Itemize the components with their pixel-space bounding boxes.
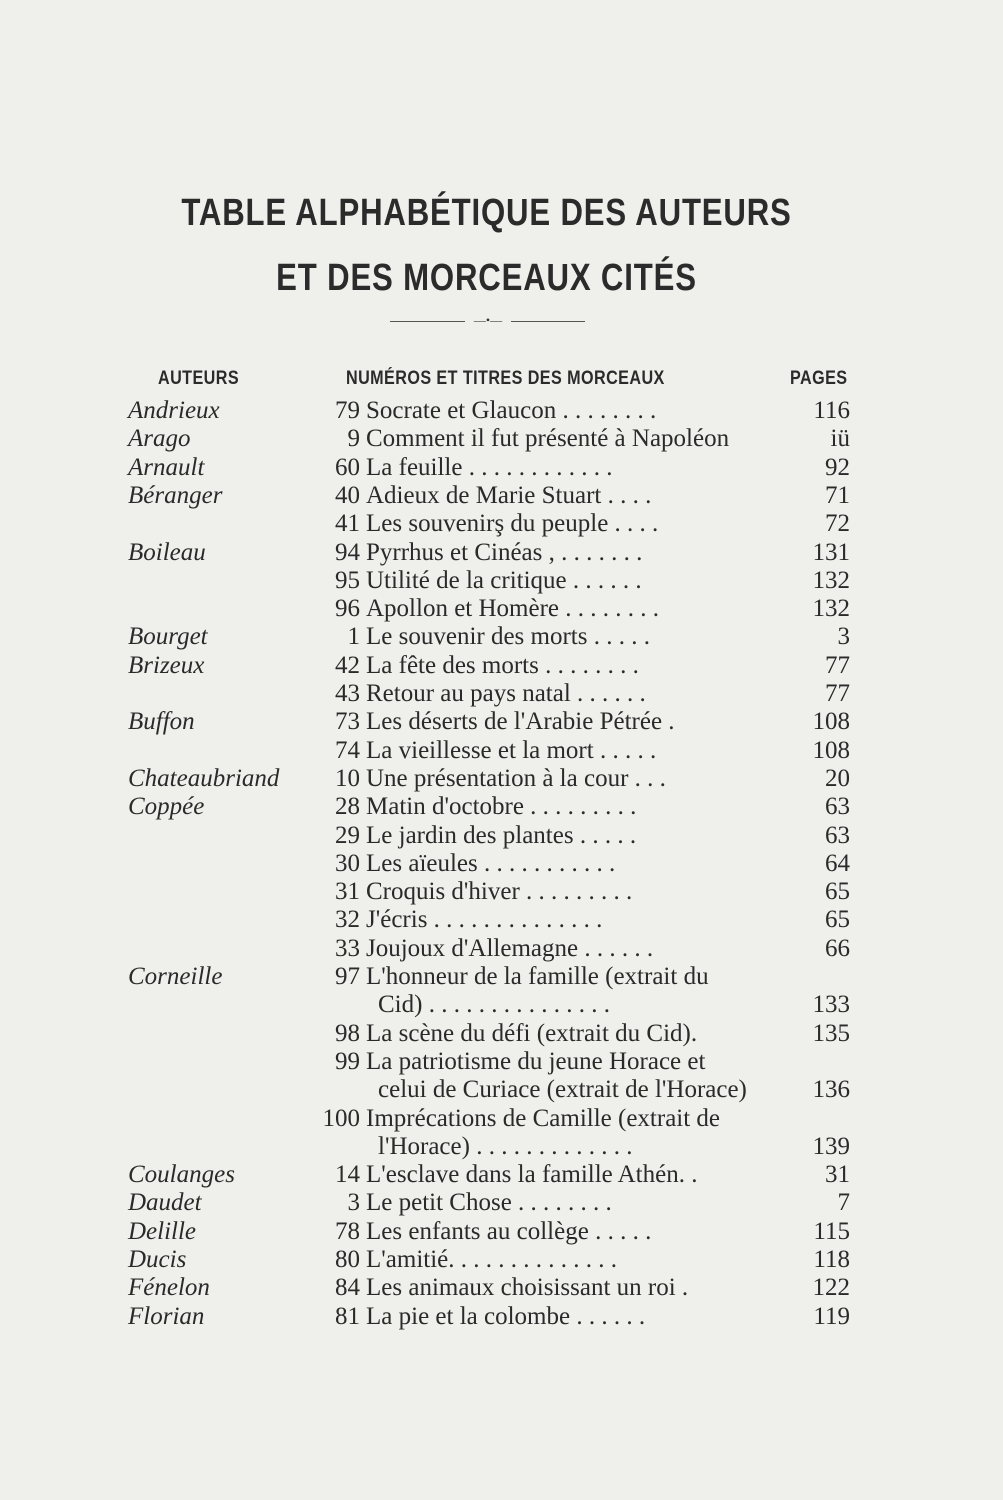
- column-header-pages: PAGES: [790, 368, 848, 389]
- piece-number: 74: [335, 736, 360, 764]
- column-header-titles: NUMÉROS ET TITRES DES MORCEAUX: [346, 368, 665, 389]
- piece-title: L'esclave dans la famille Athén. .: [366, 1161, 698, 1189]
- table-row: [0, 1161, 1003, 1189]
- page-number: 108: [812, 708, 850, 736]
- table-row: [0, 595, 1003, 623]
- table-row: [0, 680, 1003, 708]
- piece-title: Comment il fut présenté à Napoléon: [366, 425, 730, 453]
- piece-title: La fête des morts . . . . . . . .: [366, 651, 639, 679]
- page-number: 118: [813, 1246, 850, 1273]
- piece-number: 10: [335, 764, 360, 792]
- piece-title: Retour au pays natal . . . . . .: [366, 680, 646, 707]
- piece-title: Cid) . . . . . . . . . . . . . . .: [378, 991, 610, 1019]
- piece-title: L'honneur de la famille (extrait du: [366, 963, 709, 990]
- author-name: Fénelon: [128, 1274, 210, 1302]
- table-row: [0, 1189, 1003, 1217]
- table-row: [0, 623, 1003, 651]
- table-row: [0, 822, 1003, 850]
- table-row: [0, 1218, 1003, 1246]
- table-row: [0, 793, 1003, 821]
- table-row: [0, 425, 1003, 453]
- piece-title: La pie et la colombe . . . . . .: [366, 1302, 646, 1330]
- table-row: [0, 539, 1003, 567]
- table-row: [0, 1076, 1003, 1104]
- table-row: [0, 1246, 1003, 1274]
- table-row: [0, 935, 1003, 963]
- page-number: 132: [812, 566, 850, 594]
- author-name: Florian: [128, 1302, 205, 1330]
- table-row: [0, 906, 1003, 934]
- page-number: 72: [825, 510, 850, 538]
- piece-title: J'écris . . . . . . . . . . . . . .: [366, 906, 603, 934]
- author-name: Corneille: [128, 963, 223, 990]
- piece-number: 99: [335, 1047, 360, 1075]
- author-name: Coulanges: [128, 1161, 235, 1189]
- piece-number: 84: [335, 1274, 360, 1302]
- author-name: Arago: [128, 425, 191, 453]
- piece-number: 1: [347, 623, 360, 651]
- page-number: 133: [812, 991, 850, 1019]
- piece-number: 42: [335, 651, 360, 679]
- table-row: [0, 1133, 1003, 1161]
- piece-number: 14: [335, 1161, 360, 1189]
- piece-number: 98: [335, 1019, 360, 1047]
- page-number: 119: [813, 1302, 850, 1330]
- piece-title: Le souvenir des morts . . . . .: [366, 623, 650, 651]
- table-row: [0, 708, 1003, 736]
- author-name: Andrieux: [128, 397, 220, 424]
- piece-number: 60: [335, 453, 360, 481]
- piece-title: l'Horace) . . . . . . . . . . . . .: [378, 1132, 633, 1160]
- piece-title: Les aïeules . . . . . . . . . . .: [366, 849, 616, 877]
- piece-title: L'amitié. . . . . . . . . . . . . .: [366, 1246, 618, 1273]
- author-name: Arnault: [128, 453, 205, 481]
- page-number: 131: [812, 538, 850, 566]
- table-row: [0, 652, 1003, 680]
- page-title-line-2: ET DES MORCEAUX CITÉS: [276, 257, 697, 299]
- page-number: 66: [825, 934, 850, 962]
- piece-number: 9: [347, 425, 360, 453]
- page-number: 63: [825, 793, 850, 821]
- piece-number: 29: [335, 821, 360, 849]
- piece-title: Une présentation à la cour . . .: [366, 764, 666, 792]
- table-row: [0, 510, 1003, 538]
- piece-title: Le petit Chose . . . . . . . .: [366, 1189, 612, 1217]
- author-name: Boileau: [128, 538, 206, 566]
- piece-title: Les enfants au collège . . . . .: [366, 1217, 652, 1245]
- table-row: [0, 567, 1003, 595]
- table-row: [0, 963, 1003, 991]
- table-row: [0, 454, 1003, 482]
- piece-number: 33: [335, 934, 360, 962]
- page-number: 108: [812, 736, 850, 764]
- piece-title: Pyrrhus et Cinéas , . . . . . . .: [366, 538, 643, 566]
- author-name: Béranger: [128, 481, 223, 509]
- page-number: 115: [813, 1217, 850, 1245]
- table-row: [0, 991, 1003, 1019]
- piece-title: La patriotisme du jeune Horace et: [366, 1047, 706, 1075]
- table-row: [0, 737, 1003, 765]
- piece-title: Les souvenirş du peuple . . . .: [366, 510, 659, 538]
- page-number: 139: [812, 1132, 850, 1160]
- table-row: [0, 1274, 1003, 1302]
- piece-number: 31: [335, 878, 360, 906]
- piece-title: Joujoux d'Allemagne . . . . . .: [366, 934, 654, 962]
- piece-title: Croquis d'hiver . . . . . . . . .: [366, 878, 633, 906]
- piece-title: Apollon et Homère . . . . . . . .: [366, 595, 660, 623]
- page-number: 63: [825, 821, 850, 849]
- piece-title: Le jardin des plantes . . . . .: [366, 821, 637, 849]
- author-name: Buffon: [128, 708, 195, 736]
- table-row: [0, 850, 1003, 878]
- divider-ornament: —•—: [465, 314, 511, 326]
- piece-number: 73: [335, 708, 360, 736]
- piece-number: 41: [335, 510, 360, 538]
- page-number: iü: [830, 425, 850, 453]
- author-name: Coppée: [128, 793, 205, 821]
- page-number: 31: [825, 1161, 850, 1189]
- page-number: 64: [825, 849, 850, 877]
- piece-number: 95: [335, 566, 360, 594]
- page-number: 3: [837, 623, 850, 651]
- page-number: 77: [825, 680, 850, 707]
- piece-number: 78: [335, 1217, 360, 1245]
- author-name: Brizeux: [128, 651, 205, 679]
- author-name: Daudet: [128, 1189, 202, 1217]
- piece-title: Adieux de Marie Stuart . . . .: [366, 481, 652, 509]
- page-number: 135: [812, 1019, 850, 1047]
- table-row: [0, 482, 1003, 510]
- piece-number: 80: [335, 1246, 360, 1273]
- author-name: Bourget: [128, 623, 208, 651]
- table-row: [0, 1020, 1003, 1048]
- piece-title: Imprécations de Camille (extrait de: [366, 1104, 721, 1132]
- piece-number: 100: [322, 1104, 360, 1132]
- table-row: [0, 397, 1003, 425]
- piece-number: 30: [335, 849, 360, 877]
- page-number: 65: [825, 878, 850, 906]
- piece-number: 32: [335, 906, 360, 934]
- page-number: 92: [825, 453, 850, 481]
- piece-title: Les déserts de l'Arabie Pétrée .: [366, 708, 675, 736]
- piece-number: 28: [335, 793, 360, 821]
- piece-title: La scène du défi (extrait du Cid).: [366, 1019, 698, 1047]
- page-number: 132: [812, 595, 850, 623]
- piece-number: 81: [335, 1302, 360, 1330]
- author-name: Delille: [128, 1217, 197, 1245]
- table-row: [0, 765, 1003, 793]
- page-number: 71: [825, 481, 850, 509]
- piece-number: 96: [335, 595, 360, 623]
- piece-number: 79: [335, 397, 360, 424]
- piece-title: La feuille . . . . . . . . . . . .: [366, 453, 613, 481]
- table-row: [0, 1105, 1003, 1133]
- piece-number: 94: [335, 538, 360, 566]
- page-number: 20: [825, 764, 850, 792]
- piece-title: Matin d'octobre . . . . . . . . .: [366, 793, 637, 821]
- page-number: 7: [837, 1189, 850, 1217]
- piece-title: La vieillesse et la mort . . . . .: [366, 736, 657, 764]
- table-row: [0, 878, 1003, 906]
- page-number: 65: [825, 906, 850, 934]
- page-number: 77: [825, 651, 850, 679]
- column-header-authors: AUTEURS: [158, 368, 240, 389]
- page-number: 136: [812, 1076, 850, 1104]
- piece-title: Les animaux choisissant un roi .: [366, 1274, 689, 1302]
- piece-number: 97: [335, 963, 360, 990]
- piece-title: Utilité de la critique . . . . . .: [366, 566, 642, 594]
- author-name: Chateaubriand: [128, 764, 280, 792]
- page-title-line-1: TABLE ALPHABÉTIQUE DES AUTEURS: [181, 192, 792, 234]
- piece-number: 43: [335, 680, 360, 707]
- author-name: Ducis: [128, 1246, 187, 1273]
- piece-title: Socrate et Glaucon . . . . . . . .: [366, 397, 657, 424]
- table-row: [0, 1303, 1003, 1331]
- piece-number: 3: [347, 1189, 360, 1217]
- piece-number: 40: [335, 481, 360, 509]
- piece-title: celui de Curiace (extrait de l'Horace): [378, 1076, 747, 1104]
- table-row: [0, 1048, 1003, 1076]
- page-number: 116: [813, 397, 850, 424]
- page-number: 122: [812, 1274, 850, 1302]
